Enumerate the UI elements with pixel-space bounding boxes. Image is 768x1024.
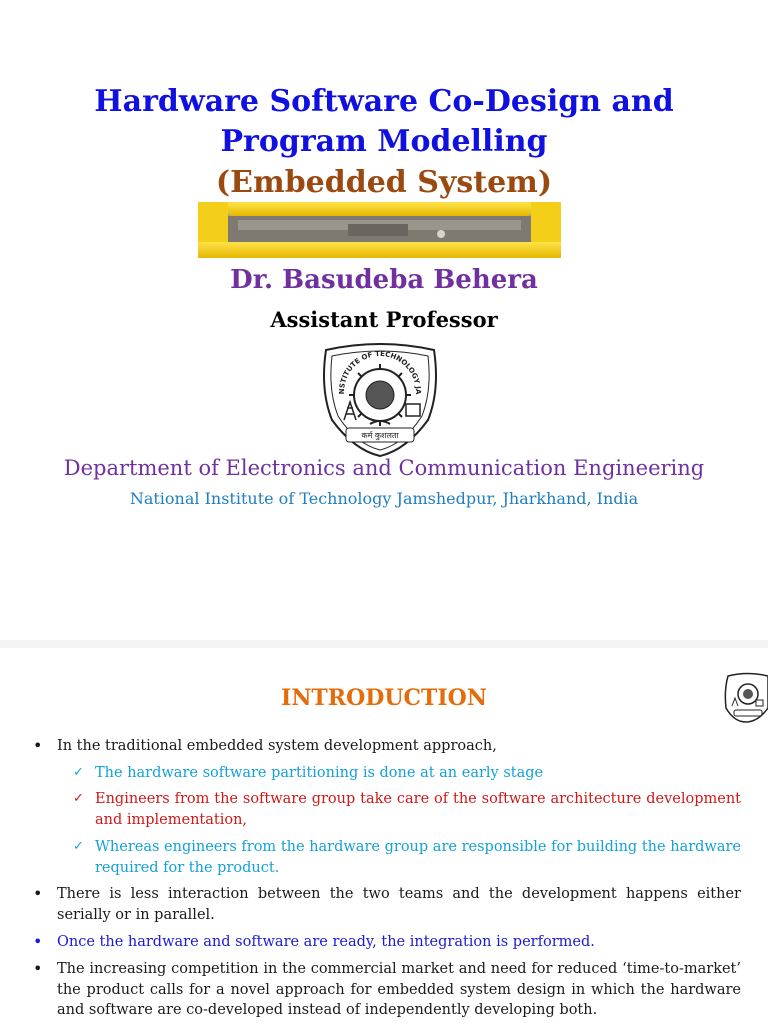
list-item [33,736,741,757]
author-name: Dr. Basudeba Behera [230,265,538,295]
bullet-text: There is less interaction between the two teams and the development happens either serially or in parallel. [57,886,741,923]
list-item [73,789,741,830]
svg-text:NATIONAL INSTITUTE OF TECHNOLO: NSTITUTE OF TECHNOLOGY JA [337,349,423,395]
banner-image [198,202,561,258]
bullet-text: Engineers from the software group take care of the software architecture development and implementation, [95,791,741,828]
list-item [33,884,741,925]
author-role: Assistant Professor [270,307,498,332]
bullet-marker: • [33,932,43,951]
institute-name: National Institute of Technology Jamshedpur, Jharkhand, India [129,489,639,508]
checkmark-icon: ✓ [73,791,84,806]
bullet-marker: • [33,884,43,903]
checkmark-icon: ✓ [73,765,84,780]
bullet-text: The hardware software partitioning is done at an early stage [95,765,544,781]
bullet-text: The increasing competition in the commercial market and need for reduced ‘time-to-market’ the product calls for a novel approach for embedded system design in which the hardware and software are co-developed instead of independently developing both. [57,961,741,1018]
svg-text:कर्म कुशलता: कर्म कुशलता [361,431,399,440]
slide-divider [0,640,768,648]
checkmark-icon: ✓ [73,839,84,854]
list-item [33,959,741,1021]
introduction-slide [0,648,768,1024]
institute-logo-small [724,672,768,724]
slide-title: Hardware Software Co-Design and Program Modelling [94,84,674,159]
bullet-marker: • [33,959,43,978]
list-item [73,763,741,784]
slide-subtitle: (Embedded System) [215,165,553,200]
institute-logo [316,340,444,458]
yellow-device-image [198,202,561,258]
bullet-text: Whereas engineers from the hardware group are responsible for building the hardware required for the product. [95,839,741,876]
bullet-marker: • [33,736,43,755]
list-item [33,932,741,953]
bullet-text: Once the hardware and software are ready, the integration is performed. [57,934,595,950]
section-heading: INTRODUCTION [281,685,487,711]
department-name: Department of Electronics and Communication Engineering [63,456,705,480]
list-item [73,837,741,878]
bullet-text: In the traditional embedded system development approach, [57,738,497,754]
